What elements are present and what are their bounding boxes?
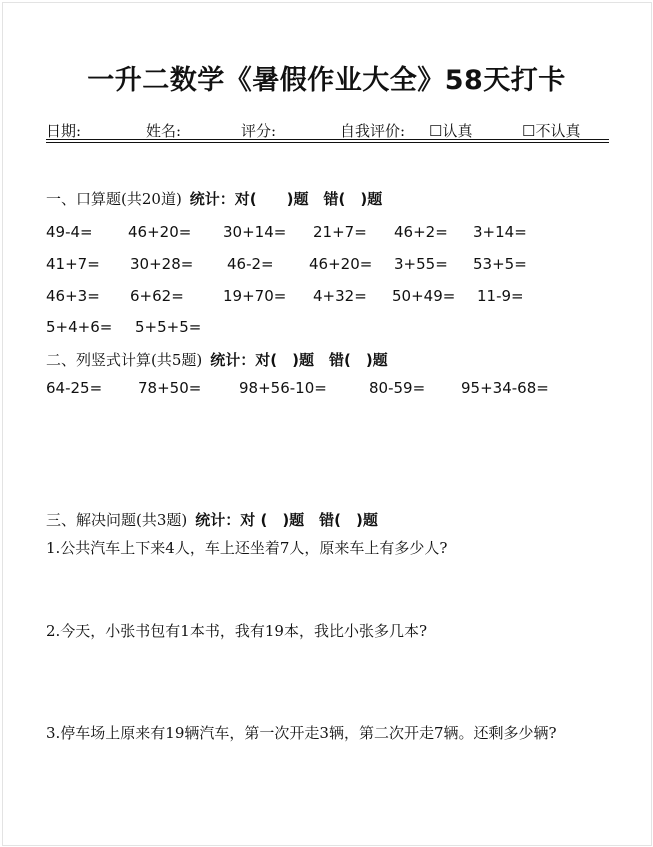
section1-title: 一、口算题(共20道) [46,190,182,208]
oral-problem: 3+14= [473,223,527,241]
oral-problem: 3+55= [394,255,448,273]
section3-stat: 统计：对 ( )题 错( )题 [195,511,378,529]
word-problem-1: 1.公共汽车上下来4人，车上还坐着7人，原来车上有多少人? [46,539,448,557]
oral-problem: 53+5= [473,255,527,273]
vertical-problem: 64-25= [46,379,103,397]
word-problem-3: 3.停车场上原来有19辆汽车，第一次开走3辆，第二次开走7辆。还剩多少辆? [46,724,557,742]
oral-problem: 46+3= [46,287,100,305]
info-underline-top [46,139,609,140]
self-eval-label: 自我评价: [340,122,406,140]
section2-stat: 统计：对( )题 错( )题 [210,351,388,369]
oral-problem: 6+62= [130,287,184,305]
section1-stat: 统计：对( )题 错( )题 [189,190,383,208]
section3-header [46,509,378,530]
oral-problem: 46+2= [394,223,448,241]
checkbox-not-serious[interactable]: ☐不认真 [522,122,581,140]
oral-problem: 19+70= [223,287,287,305]
oral-problem: 49-4= [46,223,93,241]
score-label: 评分: [241,122,277,140]
oral-problem: 46-2= [227,255,274,273]
name-label: 姓名: [146,122,182,140]
vertical-problem: 98+56-10= [239,379,327,397]
oral-problem: 30+28= [130,255,194,273]
checkbox-serious[interactable]: ☐认真 [429,122,473,140]
vertical-problem: 95+34-68= [461,379,549,397]
section2-header [46,349,388,370]
oral-problem: 46+20= [128,223,192,241]
vertical-problem: 78+50= [138,379,202,397]
info-bar [46,120,609,142]
oral-problem: 50+49= [392,287,456,305]
oral-problem: 46+20= [309,255,373,273]
vertical-problem: 80-59= [369,379,426,397]
oral-problem: 5+5+5= [135,318,202,336]
oral-problem: 30+14= [223,223,287,241]
date-label: 日期: [46,122,82,140]
oral-problem: 5+4+6= [46,318,113,336]
word-problem-2: 2.今天，小张书包有1本书，我有19本，我比小张多几本? [46,622,427,640]
oral-problem: 11-9= [477,287,524,305]
oral-problem: 21+7= [313,223,367,241]
oral-problem: 41+7= [46,255,100,273]
section2-title: 二、列竖式计算(共5题) [46,351,203,369]
section1-header [46,188,382,209]
section3-title: 三、解决问题(共3题) [46,511,188,529]
worksheet-title: 一升二数学《暑假作业大全》58天打卡 [87,65,566,96]
info-underline-bottom [46,142,609,143]
oral-problem: 4+32= [313,287,367,305]
